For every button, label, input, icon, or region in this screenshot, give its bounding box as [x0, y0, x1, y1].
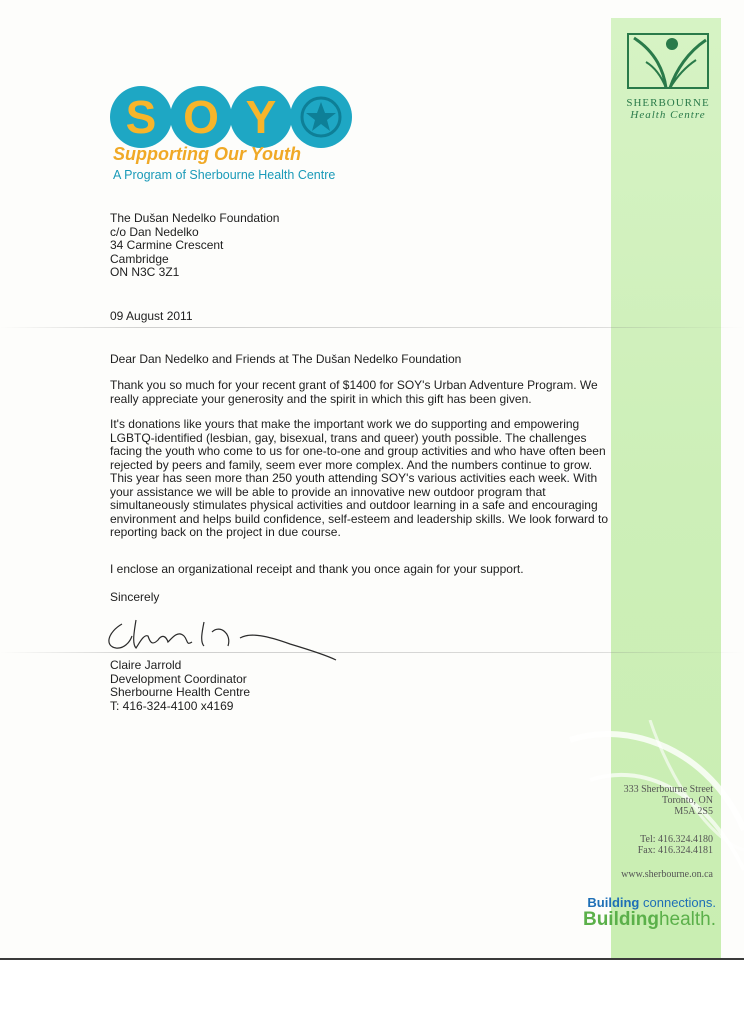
soy-logo	[110, 86, 370, 186]
signer-block	[110, 659, 250, 713]
recipient-line: ON N3C 3Z1	[110, 265, 180, 279]
soy-letter-y: Y	[230, 86, 292, 148]
recipient-line: 34 Carmine Crescent	[110, 238, 224, 252]
letter-date: 09 August 2011	[110, 309, 193, 323]
footer-city: Toronto, ON	[662, 795, 713, 806]
body-paragraph: Thank you so much for your recent grant of $1400 for SOY's Urban Adventure Program. We really appreciate your generosity and the spirit in which this gift has been given.	[110, 378, 598, 406]
page-edge	[0, 958, 744, 960]
slogan-line-1	[583, 896, 716, 910]
soy-program-line: A Program of Sherbourne Health Centre	[113, 168, 336, 182]
signer-phone: T: 416-324-4100 x4169	[110, 698, 234, 713]
slogan-health: health.	[658, 909, 716, 930]
slogan-connections: connections.	[639, 895, 716, 910]
salutation: Dear Dan Nedelko and Friends at The Dušan Nedelko Foundation	[110, 352, 462, 366]
footer-tel: Tel: 416.324.4180	[640, 834, 713, 845]
signer-name: Claire Jarrold	[110, 658, 182, 672]
recipient-address	[110, 212, 279, 280]
signer-title: Development Coordinator	[110, 671, 247, 686]
body-paragraph: I enclose an organizational receipt and thank you once again for your support.	[110, 562, 524, 576]
footer-postal: M5A 2S5	[674, 806, 713, 817]
soy-letter-o: O	[170, 86, 232, 148]
soy-letter-s: S	[110, 86, 172, 148]
footer-phones	[638, 834, 713, 856]
recipient-line: Cambridge	[110, 251, 169, 266]
recipient-line: c/o Dan Nedelko	[110, 224, 199, 239]
closing: Sincerely	[110, 590, 160, 604]
recipient-line: The Dušan Nedelko Foundation	[110, 211, 280, 225]
star-icon	[290, 86, 352, 148]
slogan-line-2	[583, 910, 716, 930]
footer-address	[624, 784, 713, 817]
footer-fax: Fax: 416.324.4181	[637, 845, 713, 856]
scan-margin	[0, 958, 744, 1024]
slogan-building: Building	[582, 909, 659, 930]
signer-org: Sherbourne Health Centre	[110, 685, 251, 699]
sherbourne-subtitle: Health Centre	[630, 109, 706, 121]
fold-crease	[0, 327, 744, 328]
sherbourne-logo	[620, 32, 716, 121]
soy-tagline: Supporting Our Youth	[113, 144, 301, 164]
handwritten-signature	[100, 612, 340, 662]
slogan-building: Building	[587, 895, 640, 910]
footer-street: 333 Sherbourne Street	[623, 784, 713, 795]
slogan	[583, 896, 716, 930]
sherbourne-name: SHERBOURNE	[626, 97, 710, 109]
footer-website: www.sherbourne.on.ca	[621, 869, 713, 880]
sherbourne-emblem-icon	[626, 32, 710, 90]
body-paragraph: It's donations like yours that make the important work we do supporting and empowering LGBTQ-identified (lesbian, gay, bisexual, trans and queer) youth possible. The challenges facing the youth who come to us for one-to-one and group activities and who have often been rejected by peers and family, seem ever more complex. And the numbers continue to grow. This year has seen more than 250 youth attending SOY's various activities each week. With your assistance we will be able to provide an innovative new outdoor program that simultaneously stimulates physical activities and outdoor learning in a safe and encouraging environment and helps build confidence, self-esteem and leadership skills. We look forward to reporting back on the project in due course.	[110, 417, 609, 539]
